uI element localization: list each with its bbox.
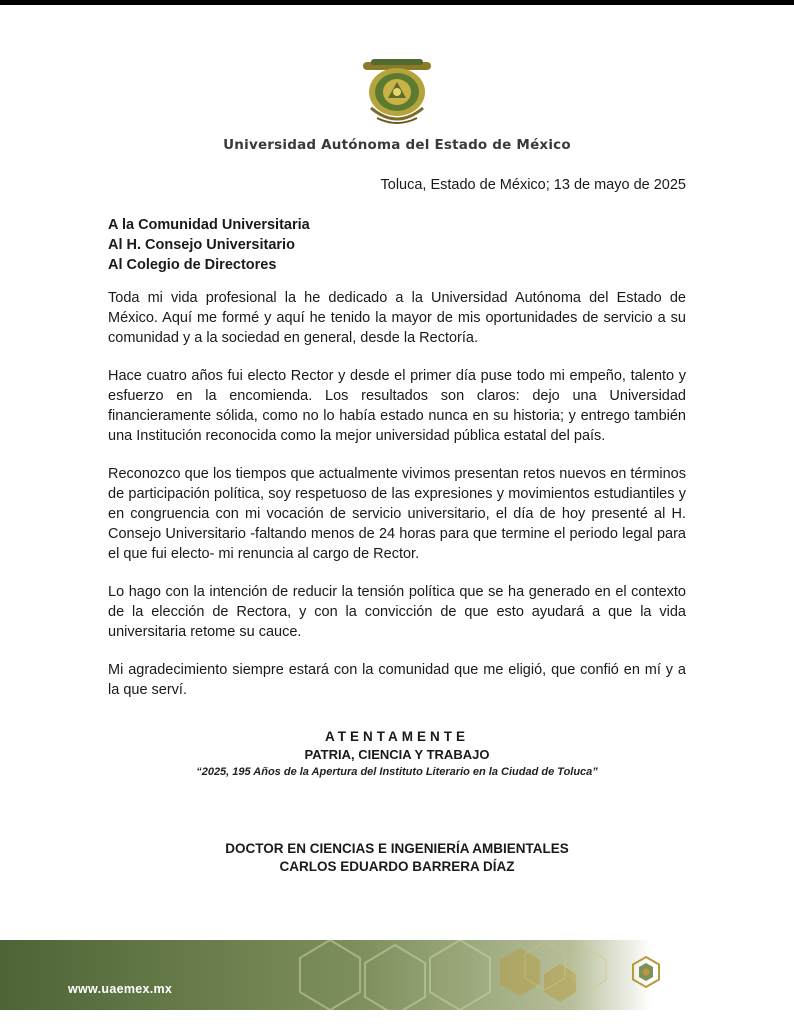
paragraph: Lo hago con la intención de reducir la tensión política que se ha generado en el contexto de la elección de Rectora, y con la convicción de que esto ayudará a que la vida universitaria retome su cauce. (108, 584, 686, 640)
letter-body (108, 288, 686, 718)
signer-title: DOCTOR EN CIENCIAS E INGENIERÍA AMBIENTALES (225, 841, 569, 856)
paragraph: Hace cuatro años fui electo Rector y desde el primer día puse todo mi empeño, talento y esfuerzo en la encomienda. Los resultados son claros: dejo una Universidad financieramente sólida, como no lo había estado nunca en su historia; y entrego también una Institución reconocida como la mejor universidad pública estatal del país. (108, 368, 686, 444)
footer-banner (0, 940, 794, 1010)
uaemex-emblem-icon (629, 955, 663, 989)
recipient-line: Al H. Consejo Universitario (108, 237, 295, 253)
motto: PATRIA, CIENCIA Y TRABAJO (304, 747, 490, 762)
uaemex-seal-icon (357, 58, 437, 130)
recipients (108, 215, 310, 275)
paragraph: Reconozco que los tiempos que actualmente vivimos presentan retos nuevos en términos de participación política, soy respetuoso de las expresiones y movimientos estudiantiles y en congruencia con mi vocación de servicio universitario, el día de hoy presenté al H. Consejo Universitario -faltando menos de 24 horas para que termine el periodo legal para el que fui electo- mi renuncia al cargo de Rector. (108, 466, 686, 562)
top-border (0, 0, 794, 5)
place-date: Toluca, Estado de México; 13 de mayo de 2025 (380, 177, 686, 193)
recipient-line: Al Colegio de Directores (108, 257, 277, 273)
signer-name: CARLOS EDUARDO BARRERA DÍAZ (279, 859, 515, 874)
website-link[interactable]: www.uaemex.mx (68, 982, 173, 996)
closing-block (0, 727, 794, 780)
paragraph: Toda mi vida profesional la he dedicado a la Universidad Autónoma del Estado de México. Aquí me formé y aquí he tenido la mayor de mis oportunidades de servicio a su comunidad y a la sociedad en general, desde la Rectoría. (108, 290, 686, 346)
recipient-line: A la Comunidad Universitaria (108, 217, 310, 233)
atentamente-label: ATENTAMENTE (325, 729, 469, 744)
signature-block (0, 840, 794, 876)
footer-hexagon-pattern (0, 940, 794, 1010)
year-quote: “2025, 195 Años de la Apertura del Instituto Literario en la Ciudad de Toluca” (196, 766, 598, 778)
paragraph: Mi agradecimiento siempre estará con la comunidad que me eligió, que confió en mí y a la que serví. (108, 662, 686, 698)
university-name: Universidad Autónoma del Estado de México (223, 137, 571, 153)
